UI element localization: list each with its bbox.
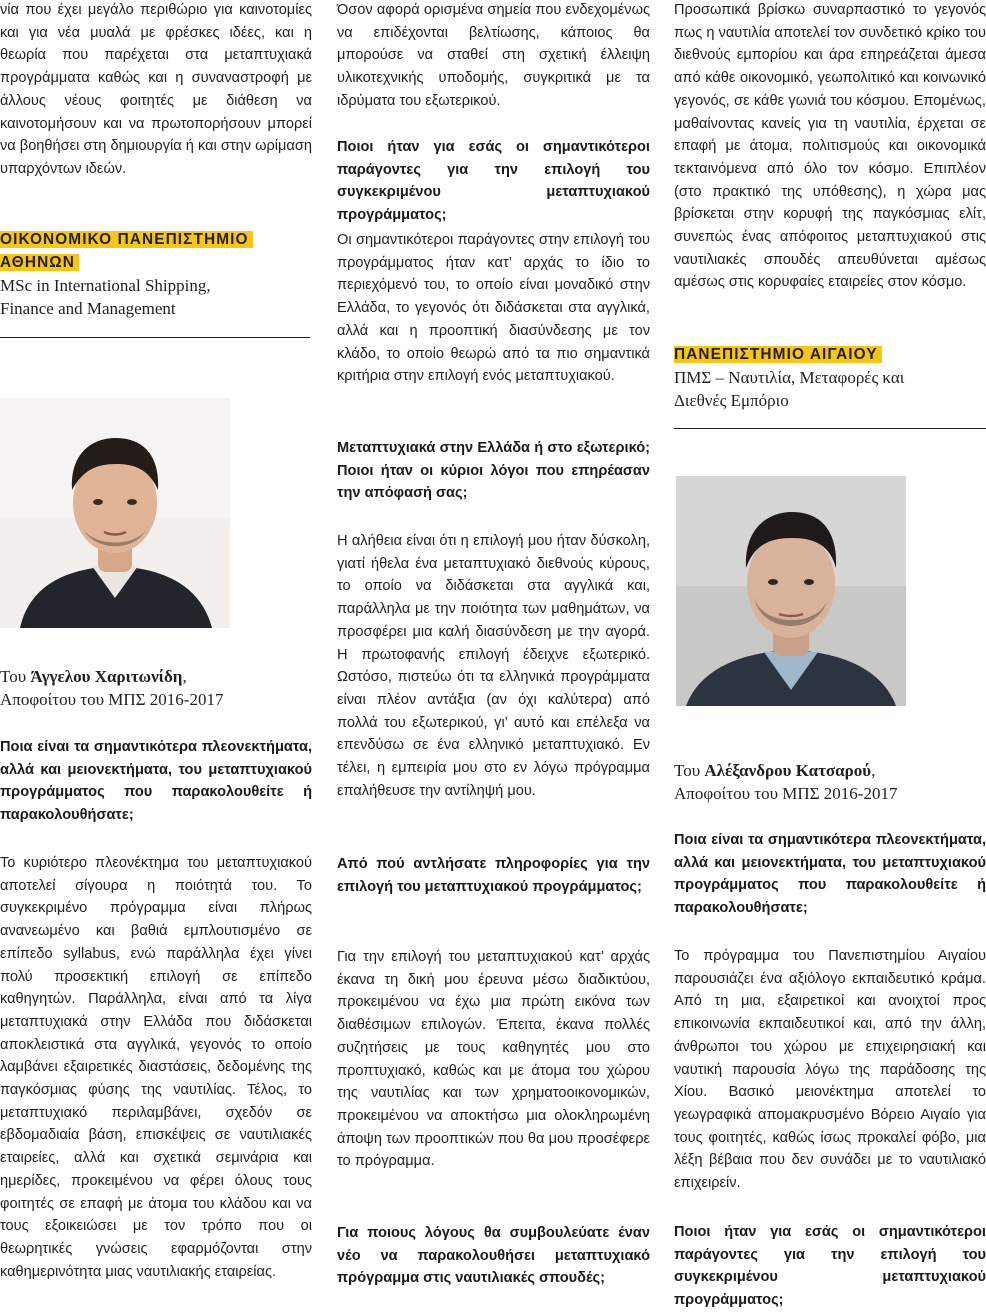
author-role: Αποφοίτου του ΜΠΣ 2016-2017 [674,784,898,803]
intro-paragraph: νία που έχει μεγάλο περιθώριο για καινοτομίες και για νέα μυαλά με φρέσκες ιδέες, και η θεωρία που παρέχεται στα μεταπτυχιακά προγράμματα καθώς και η συναναστροφή με άλλους νέους φοιτητές με διάθεση να καινοτομήσουν και να πρωτοπορήσουν μπορεί να βοηθήσει στη δημιουργία ή και στην ωρίμαση υπαρχόντων ιδεών. [0,2,312,177]
question-1: Ποια είναι τα σημαντικότερα πλεονεκτήματα, αλλά και μειονεκτήματα, του μεταπτυχιακού προγράμματος που παρακολουθείτε ή παρακολουθήσατε; [674,832,986,917]
intro-paragraph: Όσον αφορά ορισμένα σημεία που ενδεχομένως να επιδέχονται βελτίωσης, κάποιος θα μπορούσε να σταθεί στη σχετική έλλειψη υλικοτεχνικής υποδομής, συγκριτικά με τα ιδρύματα του εξωτερικού. [337,2,650,109]
portrait-photo [676,476,906,706]
intro-paragraph: Προσωπικά βρίσκω συναρπαστικό το γεγονός πως η ναυτιλία αποτελεί τον συνδετικό κρίκο του διεθνούς εμπορίου και άρα επηρεάζεται άμεσα από κάθε οικονομικό, γεωπολιτικό και κοινωνικό γεγονός, σε κάθε γωνιά του κόσμου. Επομένως, μαθαίνοντας κανείς για τη ναυτιλία, έρχεται σε επαφή με άτομα, πολιτισμούς και οικονομικά τεκταινόμενα από όλο τον κόσμο. Επιπλέον (στο πρακτικό της υπόθεσης), η χώρα μας βρίσκεται στην κορυφή της παγκόσμιας ελίτ, συνεπώς ένας απόφοιτος μεταπτυχιακού στις ναυτιλιακές σπουδές απευθύνεται αμέσως αμέσως στις κορυφαίες εταιρείες στον κόσμο. [674,2,986,291]
university-heading: ΠΑΝΕΠΙΣΤΗΜΙΟ ΑΙΓΑΙΟΥ [674,343,986,366]
question-2: Μεταπτυχιακά στην Ελλάδα ή στο εξωτερικό; Ποιοι ήταν οι κύριοι λόγοι που επηρέασαν την απόφασή σας; [337,440,650,502]
question-2: Ποιοι ήταν για εσάς οι σημαντικότεροι παράγοντες για την επιλογή του συγκεκριμένου μεταπτυχιακού προγράμματος; [674,1224,986,1309]
author-role: Αποφοίτου του ΜΠΣ 2016-2017 [0,690,224,709]
question-3: Από πού αντλήσατε πληροφορίες για την επιλογή του μεταπτυχιακού προγράμματος; [337,856,650,895]
author-name: Αλέξανδρου Κατσαρού [704,761,872,780]
program-name: MSc in International Shipping, Finance and Management [0,276,211,318]
answer-2: Η αλήθεια είναι ότι η επιλογή μου ήταν δύσκολη, γιατί ήθελα ένα μεταπτυχιακό διεθνούς κύρους, το οποίο να διδάσκεται στα αγγλικά και, παράλληλα με την ποιότητα των μαθημάτων, να προσφέρει μια καλή διασύνδεση με την αγορά. Η πρωτοφανής επιλογή έδειχνε εξωτερικό. Ωστόσο, πιστεύω ότι τα ελληνικά προγράμματα είναι πλέον αντάξια (αν όχι καλύτερα) από πολλά του εξωτερικού, γι’ αυτό και επέλεξα να επενδύσω σε ένα ελληνικό μεταπτυχιακό. Εν τέλει, η εμπειρία μου στο εν λόγω πρόγραμμα επαλήθευσε την αντίληψή μου. [337,533,650,799]
question-4: Για ποιους λόγους θα συμβουλεύατε έναν νέο να παρακολουθήσει μεταπτυχιακό πρόγραμμα στις ναυτιλιακές σπουδές; [337,1225,650,1287]
university-heading [0,228,312,274]
answer-1: Το πρόγραμμα του Πανεπιστημίου Αιγαίου παρουσιάζει ένα αξιόλογο εκπαιδευτικό κράμα. Από τη μια, εξαιρετικοί και ανοιχτοί προς επικοινωνία εκπαιδευτικοί και, από την άλλη, άνθρωποι του χώρου με επιχειρησιακή και ναυτική παρουσία λόγω της παράδοσης της Χίου. Βασικό μειονέκτημα αποτελεί το γεωγραφικά απομακρυσμένο Βόρειο Αιγαίο για τους φοιτητές, καθώς ίσως προκαλεί φόβο, μια λέξη βέβαια που δεν συνάδει με το ναυτιλιακό επιχειρείν. [674,948,986,1192]
answer-1: Οι σημαντικότεροι παράγοντες στην επιλογή του προγράμματος ήταν κατ’ αρχάς το ίδιο το περιεχόμενό του, το οποίο είναι μοναδικό στην Ελλάδα, το γεγονός ότι διδάσκεται στα αγγλικά, αλλά και η προοπτική διασύνδεσης με τον κλάδο, το οποίο θεωρώ από τα πιο σημαντικά κριτήρια στην επιλογή ενός μεταπτυχιακού. [337,232,650,385]
answer-1: Το κυριότερο πλεονέκτημα του μεταπτυχιακού αποτελεί σίγουρα η ποιότητά του. Το συγκεκριμένο πρόγραμμα είναι πλήρως ανανεωμένο και βαθιά εμπλουτισμένο σε επίπεδο syllabus, ενώ παράλληλα έχει γίνει πολύ προσεκτική επιλογή σε επίπεδο καθηγητών. Παράλληλα, είναι από τα λίγα μεταπτυχιακά στην Ελλάδα που διδάσκεται αποκλειστικά στα αγγλικά, γεγονός το οποίο λαμβάνει εξαιρετικές διαστάσεις, δεδομένης της παγκόσμιας φύσης της ναυτιλίας. Τέλος, το μεταπτυχιακό περιλαμβάνει, σχεδόν σε εβδομαδιαία βάση, επισκέψεις σε ναυτιλιακές εταιρείες, αλλά και σχετικά σεμινάρια και ημερίδες, προκειμένου να φέρει όλους τους φοιτητές σε επαφή με άτομα του κλάδου και να τους εξοικειώσει με τον τρόπο που οι θεωρητικές γνώσεις εφαρμόζονται στην καθημερινότητα μιας ναυτιλιακής εταιρείας. [0,855,312,1280]
portrait-photo [0,398,230,628]
program-name: ΠΜΣ – Ναυτιλία, Μεταφορές και Διεθνές Εμπόριο [674,368,905,410]
question-1: Ποιοι ήταν για εσάς οι σημαντικότεροι παράγοντες για την επιλογή του συγκεκριμένου μεταπτυχιακού προγράμματος; [337,139,650,224]
divider [674,428,986,429]
author-name: Άγγελου Χαριτωνίδη [30,667,183,686]
author-byline: Του Άγγελου Χαριτωνίδη, Αποφοίτου του ΜΠΣ 2016-2017 [0,667,224,709]
question-1: Ποια είναι τα σημαντικότερα πλεονεκτήματα, αλλά και μειονεκτήματα, του μεταπτυχιακού προγράμματος που παρακολουθείτε ή παρακολουθήσατε; [0,739,312,824]
university-heading-line2: ΑΘΗΝΩΝ [0,254,79,271]
divider [0,337,310,338]
university-heading-line1: ΟΙΚΟΝΟΜΙΚΟ ΠΑΝΕΠΙΣΤΗΜΙΟ [0,231,253,248]
author-byline: Του Αλέξανδρου Κατσαρού, Αποφοίτου του ΜΠΣ 2016-2017 [674,761,898,803]
answer-3: Για την επιλογή του μεταπτυχιακού κατ’ αρχάς έκανα τη δική μου έρευνα μέσω διαδικτύου, προκειμένου να έχω μια πρώτη εικόνα των διαθέσιμων επιλογών. Έπειτα, έκανα πολλές συζητήσεις με τους καθηγητές μου στο προπτυχιακό, καθώς και με άτομα του χώρου της ναυτιλίας και των χρηματοοικονομικών, προκειμένου να αποκτήσω μια ολοκληρωμένη άποψη των προοπτικών που θα μου προσέφερε το πρόγραμμα. [337,949,650,1170]
